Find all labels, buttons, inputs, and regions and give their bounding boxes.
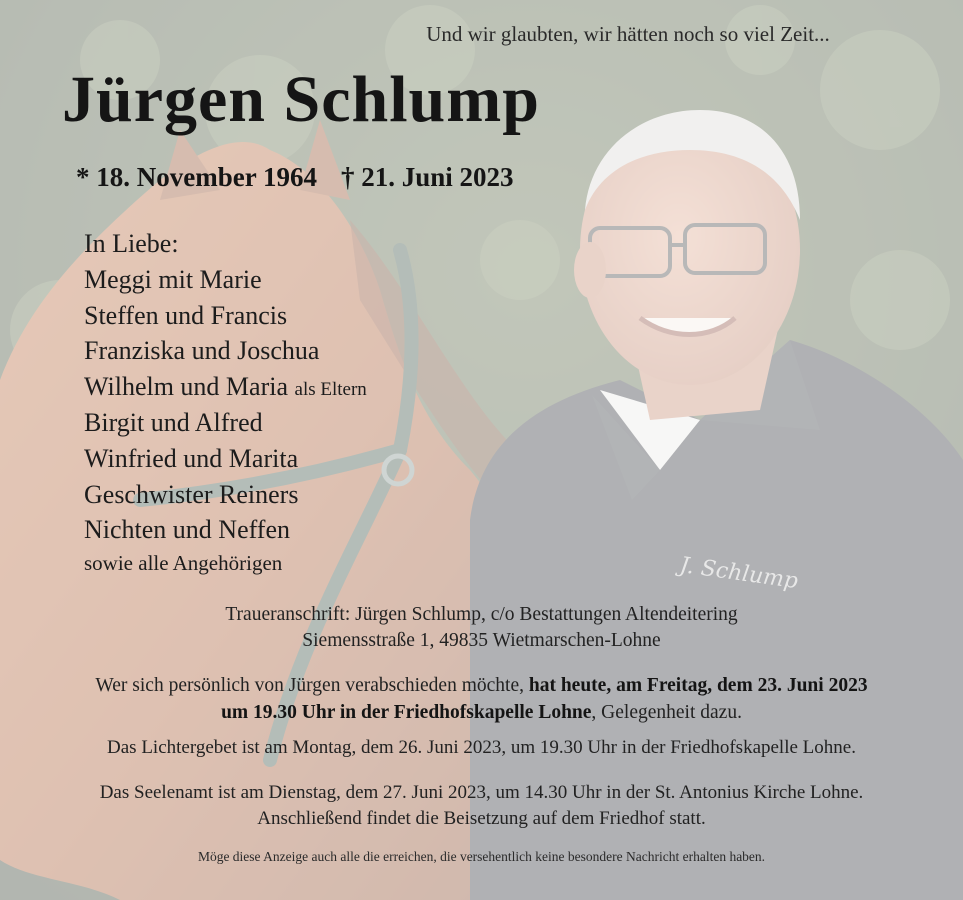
farewell-notice bbox=[0, 672, 963, 726]
mourner-name: Nichten und Neffen bbox=[84, 515, 291, 545]
mourning-address bbox=[0, 602, 963, 654]
requiem-line-2: Anschließend findet die Beisetzung auf dem Friedhof statt. bbox=[257, 808, 706, 829]
requiem-line-1: Das Seelenamt ist am Dienstag, dem 27. Juni 2023, um 14.30 Uhr in der St. Antonius Kirche Lohne. bbox=[99, 782, 864, 803]
mourner-name: Meggi mit Marie bbox=[84, 264, 262, 294]
motto-quote: Und wir glaubten, wir hätten noch so viel Zeit... bbox=[426, 22, 830, 46]
mourners-intro: In Liebe: bbox=[84, 229, 179, 258]
mourners-list bbox=[84, 226, 367, 578]
birth-date: * 18. November 1964 bbox=[76, 162, 317, 192]
farewell-date: hat heute, am Freitag, dem 23. Juni 2023 bbox=[528, 675, 868, 696]
mourner-name: Wilhelm und Maria bbox=[84, 372, 289, 402]
death-date: † 21. Juni 2023 bbox=[340, 162, 514, 192]
mourner-name: Winfried und Marita bbox=[84, 443, 299, 473]
address-line-2: Siemensstraße 1, 49835 Wietmarschen-Lohne bbox=[302, 630, 661, 651]
requiem-notice bbox=[0, 780, 963, 832]
mourner-parents bbox=[84, 369, 367, 405]
mourner-name: Franziska und Joschua bbox=[84, 336, 320, 366]
farewell-tail: , Gelegenheit dazu. bbox=[591, 702, 742, 723]
mourner-name: Geschwister Reiners bbox=[84, 479, 299, 509]
mourner-name: Steffen und Francis bbox=[84, 300, 288, 330]
mourner-name: Birgit und Alfred bbox=[84, 407, 263, 437]
parents-suffix: als Eltern bbox=[294, 379, 367, 401]
life-dates bbox=[76, 162, 514, 193]
address-line-1: Traueranschrift: Jürgen Schlump, c/o Bestattungen Altendeitering bbox=[225, 604, 738, 625]
farewell-lead: Wer sich persönlich von Jürgen verabschieden möchte, bbox=[95, 675, 524, 696]
prayer-notice: Das Lichtergebet ist am Montag, dem 26. Juni 2023, um 19.30 Uhr in der Friedhofskapelle Lohne. bbox=[107, 737, 856, 758]
farewell-time-place: um 19.30 Uhr in der Friedhofskapelle Lohne bbox=[221, 702, 592, 723]
mourners-closing: sowie alle Angehörigen bbox=[84, 551, 283, 576]
deceased-name: Jürgen Schlump bbox=[62, 63, 540, 136]
footer-note: Möge diese Anzeige auch alle die erreichen, die versehentlich keine besondere Nachricht erhalten haben. bbox=[197, 849, 766, 864]
